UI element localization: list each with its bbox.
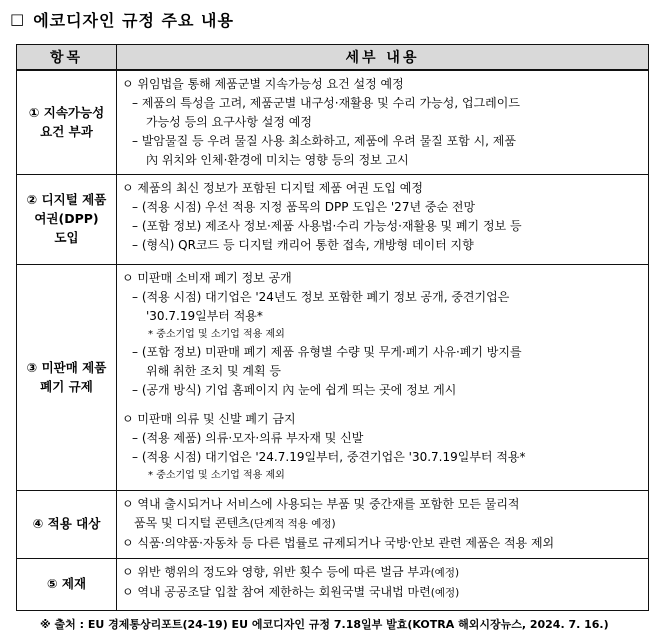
sub-item: – (형식) QR코드 등 디지털 캐리어 통한 접속, 개방형 데이터 지향: [132, 238, 474, 252]
detail-cell: [117, 559, 649, 611]
sub-item-continued: 內 위치와 인체·환경에 미치는 영향 등의 정보 고시: [146, 153, 409, 167]
category-label: 폐기 규제: [40, 378, 93, 394]
footnote: * 중소기업 및 소기업 적용 제외: [148, 470, 285, 481]
table-row: [17, 175, 649, 265]
checkbox-square-icon: □: [10, 10, 26, 28]
bullet-item: ㅇ 역내 공공조달 입찰 참여 제한하는 회원국별 국내법 마련(예정): [122, 585, 460, 599]
source-note: ※ 출처 : EU 경제통상리포트(24-19) EU 에코디자인 규정 7.18일부 발효(KOTRA 해외시장뉴스, 2024. 7. 16.): [40, 618, 609, 631]
category-label: ⑤ 제재: [46, 576, 87, 592]
category-label: ① 지속가능성: [28, 104, 105, 120]
category-cell: [17, 491, 117, 559]
table-row: [17, 265, 649, 491]
category-label: ④ 적용 대상: [32, 516, 101, 532]
sub-item: – (적용 시점) 대기업은 '24.7.19일부터, 중견기업은 '30.7.19일부터 적용*: [132, 450, 526, 464]
page-title: [10, 4, 234, 34]
category-label: 요건 부과: [40, 123, 93, 139]
category-label: ③ 미판매 제품: [26, 359, 107, 375]
category-cell: [17, 175, 117, 265]
sub-item-continued: 가능성 등의 요구사항 설정 예정: [146, 115, 312, 129]
sub-item-continued: 위해 취한 조치 및 계획 등: [146, 364, 281, 378]
bullet-item-continued: 품목 및 디지털 콘텐츠(단계적 적용 예정): [134, 516, 336, 530]
detail-cell: [117, 491, 649, 559]
bullet-item: ㅇ 미판매 소비재 폐기 정보 공개: [122, 271, 292, 285]
category-cell: [17, 559, 117, 611]
category-label: 도입: [54, 229, 79, 245]
sub-item: – 제품의 특성을 고려, 제품군별 내구성·재활용 및 수리 가능성, 업그레이드: [132, 96, 520, 110]
category-cell: [17, 70, 117, 175]
ecodesign-table: [16, 44, 649, 611]
sub-item: – (적용 제품) 의류·모자·의류 부자재 및 신발: [132, 431, 364, 445]
bullet-item: ㅇ 제품의 최신 정보가 포함된 디지털 제품 여권 도입 예정: [122, 181, 423, 195]
table-row: [17, 491, 649, 559]
detail-cell: [117, 265, 649, 491]
sub-item-continued: '30.7.19일부터 적용*: [146, 309, 263, 323]
category-label: ② 디지털 제품: [26, 192, 107, 208]
header-item: 항목: [17, 45, 117, 71]
table-row: [17, 70, 649, 175]
header-detail: 세부 내용: [117, 45, 649, 71]
category-label: 여권(DPP): [34, 211, 99, 227]
sub-item: – (적용 시점) 대기업은 '24년도 정보 포함한 폐기 정보 공개, 중견기업은: [132, 290, 510, 304]
sub-item: – (적용 시점) 우선 적용 지정 품목의 DPP 도입은 '27년 중순 전망: [132, 200, 476, 214]
bullet-item: ㅇ 위임법을 통해 제품군별 지속가능성 요건 설정 예정: [122, 77, 404, 91]
sub-item: – (포함 정보) 제조사 정보·제품 사용법·수리 가능성·재활용 및 폐기 정보 등: [132, 219, 522, 233]
sub-item: – (포함 정보) 미판매 폐기 제품 유형별 수량 및 무게·폐기 사유·폐기 방지를: [132, 345, 522, 359]
detail-cell: [117, 175, 649, 265]
title-text: 에코디자인 규정 주요 내용: [33, 10, 234, 30]
bullet-item: ㅇ 미판매 의류 및 신발 폐기 금지: [122, 412, 296, 426]
bullet-item: ㅇ 위반 행위의 정도와 영향, 위반 횟수 등에 따른 벌금 부과(예정): [122, 565, 460, 579]
bullet-item: ㅇ 식품·의약품·자동차 등 다른 법률로 규제되거나 국방·안보 관련 제품은 적용 제외: [122, 536, 555, 550]
bullet-item: ㅇ 역내 출시되거나 서비스에 사용되는 부품 및 중간재를 포함한 모든 물리적: [122, 497, 520, 511]
table-header-row: [17, 45, 649, 71]
footnote: * 중소기업 및 소기업 적용 제외: [148, 329, 285, 340]
sub-item: – 발암물질 등 우려 물질 사용 최소화하고, 제품에 우려 물질 포함 시, 제품: [132, 134, 516, 148]
sub-item: – (공개 방식) 기업 홈페이지 內 눈에 쉽게 띄는 곳에 정보 게시: [132, 383, 457, 397]
detail-cell: [117, 70, 649, 175]
table-row: [17, 559, 649, 611]
category-cell: [17, 265, 117, 491]
